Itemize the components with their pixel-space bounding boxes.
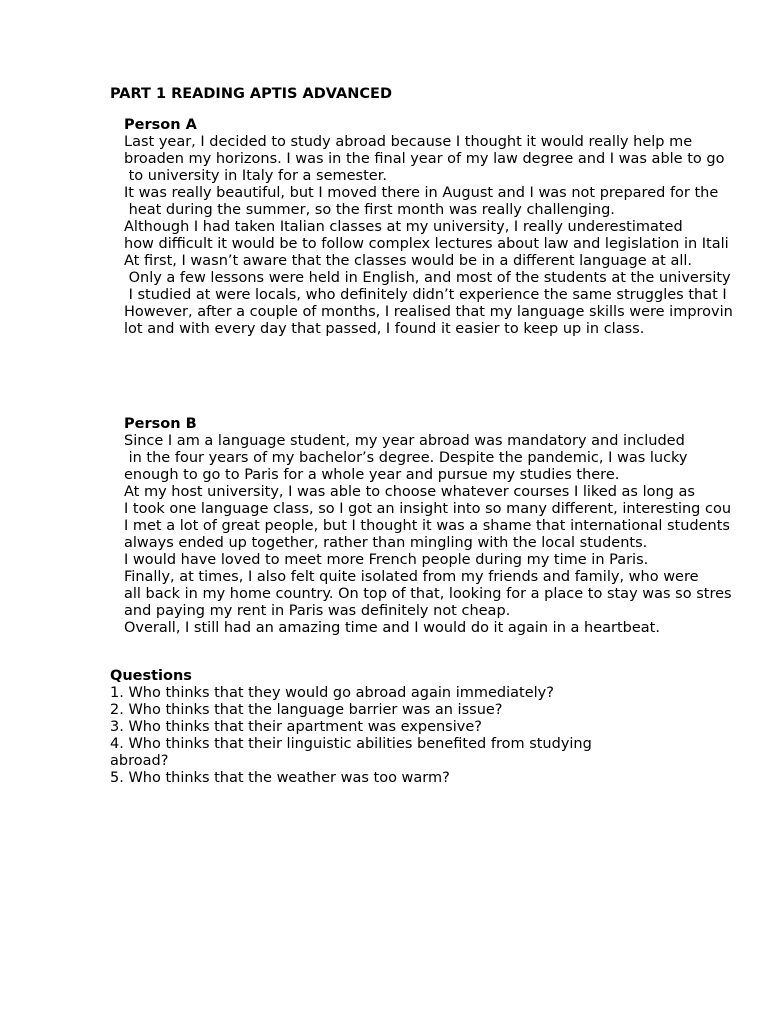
question-item: 3. Who thinks that their apartment was expensive? <box>110 719 482 735</box>
text-line: broaden my horizons. I was in the final year of my law degree and I was able to go <box>124 151 725 167</box>
text-line: to university in Italy for a semester. <box>124 168 387 184</box>
document-title: PART 1 READING APTIS ADVANCED <box>110 86 392 102</box>
text-line: lot and with every day that passed, I found it easier to keep up in class. <box>124 321 645 337</box>
text-line: Overall, I still had an amazing time and I would do it again in a heartbeat. <box>124 620 660 636</box>
text-line: I met a lot of great people, but I thought it was a shame that international students <box>124 518 730 534</box>
text-line: At first, I wasn’t aware that the classes would be in a different language at all. <box>124 253 692 269</box>
text-line: It was really beautiful, but I moved there in August and I was not prepared for the <box>124 185 719 201</box>
person-b-section <box>124 416 768 637</box>
person-a-heading: Person A <box>124 117 197 133</box>
person-a-section <box>124 117 768 338</box>
text-line: all back in my home country. On top of that, looking for a place to stay was so stres <box>124 586 732 602</box>
text-line: I studied at were locals, who definitely didn’t experience the same struggles that I <box>124 287 727 303</box>
question-item: 1. Who thinks that they would go abroad again immediately? <box>110 685 554 701</box>
question-item: abroad? <box>110 753 169 769</box>
person-a-text <box>124 134 768 338</box>
text-line: I would have loved to meet more French people during my time in Paris. <box>124 552 649 568</box>
text-line: I took one language class, so I got an insight into so many different, interesting cou <box>124 501 732 517</box>
questions-list <box>110 685 750 787</box>
text-line: Only a few lessons were held in English, and most of the students at the university <box>124 270 731 286</box>
text-line: always ended up together, rather than mingling with the local students. <box>124 535 648 551</box>
questions-heading: Questions <box>110 668 192 684</box>
text-line: At my host university, I was able to choose whatever courses I liked as long as <box>124 484 695 500</box>
text-line: enough to go to Paris for a whole year and pursue my studies there. <box>124 467 620 483</box>
person-b-text <box>124 433 768 637</box>
question-item: 5. Who thinks that the weather was too warm? <box>110 770 450 786</box>
text-line: and paying my rent in Paris was definitely not cheap. <box>124 603 511 619</box>
question-item: 2. Who thinks that the language barrier was an issue? <box>110 702 503 718</box>
text-line: Last year, I decided to study abroad because I thought it would really help me <box>124 134 693 150</box>
text-line: how difficult it would be to follow complex lectures about law and legislation in Itali <box>124 236 729 252</box>
question-item: 4. Who thinks that their linguistic abilities benefited from studying <box>110 736 592 752</box>
person-b-heading: Person B <box>124 416 197 432</box>
text-line: Although I had taken Italian classes at my university, I really underestimated <box>124 219 683 235</box>
questions-section <box>110 668 750 787</box>
text-line: heat during the summer, so the first month was really challenging. <box>124 202 615 218</box>
text-line: However, after a couple of months, I realised that my language skills were improvin <box>124 304 733 320</box>
text-line: Since I am a language student, my year abroad was mandatory and included <box>124 433 685 449</box>
text-line: in the four years of my bachelor’s degree. Despite the pandemic, I was lucky <box>124 450 688 466</box>
text-line: Finally, at times, I also felt quite isolated from my friends and family, who were <box>124 569 699 585</box>
